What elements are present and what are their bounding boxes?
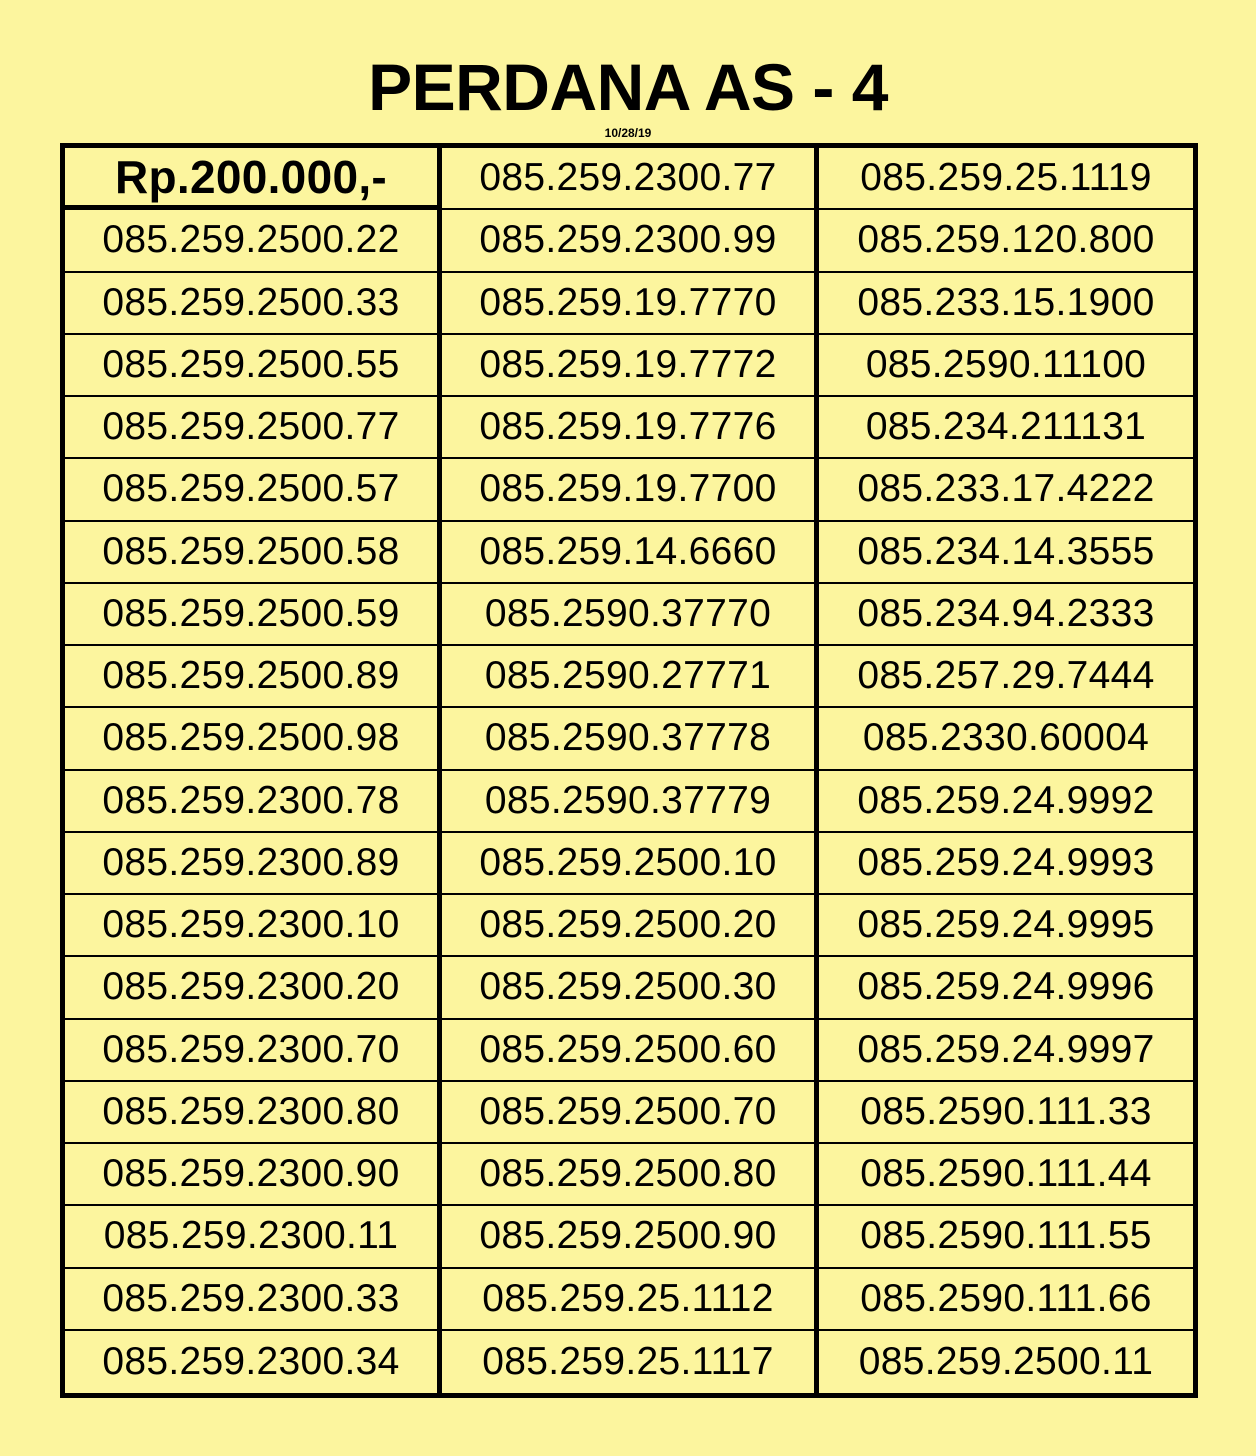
phone-number-cell: 085.257.29.7444 xyxy=(819,646,1193,708)
phone-number-cell: 085.259.25.1119 xyxy=(819,148,1193,210)
phone-number-cell: 085.259.19.7776 xyxy=(442,397,819,459)
phone-number-cell: 085.2590.11100 xyxy=(819,335,1193,397)
phone-number-cell: 085.259.2500.33 xyxy=(65,273,442,335)
phone-number-cell: 085.259.19.7772 xyxy=(442,335,819,397)
phone-number-cell: 085.259.2500.89 xyxy=(65,646,442,708)
phone-number-cell: 085.2590.37778 xyxy=(442,708,819,770)
phone-number-cell: 085.259.2300.11 xyxy=(65,1206,442,1268)
phone-number-cell: 085.259.19.7700 xyxy=(442,459,819,521)
phone-number-cell: 085.259.14.6660 xyxy=(442,522,819,584)
phone-number-cell: 085.259.2500.90 xyxy=(442,1206,819,1268)
phone-number-cell: 085.234.211131 xyxy=(819,397,1193,459)
date-label: 10/28/19 xyxy=(604,126,652,140)
page-title: PERDANA AS - 4 xyxy=(368,50,888,124)
phone-number-cell: 085.2590.111.55 xyxy=(819,1206,1193,1268)
phone-number-cell: 085.259.24.9997 xyxy=(819,1020,1193,1082)
phone-number-cell: 085.259.2500.98 xyxy=(65,708,442,770)
phone-number-cell: 085.259.19.7770 xyxy=(442,273,819,335)
number-table xyxy=(60,143,1198,1398)
phone-number-cell: 085.259.2300.33 xyxy=(65,1269,442,1331)
phone-number-cell: 085.259.2300.90 xyxy=(65,1144,442,1206)
phone-number-cell: 085.259.2500.20 xyxy=(442,895,819,957)
phone-number-cell: 085.259.24.9996 xyxy=(819,957,1193,1019)
price-header: Rp.200.000,- xyxy=(65,148,442,210)
phone-number-cell: 085.259.24.9995 xyxy=(819,895,1193,957)
phone-number-cell: 085.259.2500.60 xyxy=(442,1020,819,1082)
phone-number-cell: 085.259.2500.77 xyxy=(65,397,442,459)
phone-number-cell: 085.259.2500.57 xyxy=(65,459,442,521)
phone-number-cell: 085.259.2500.11 xyxy=(858,1339,1154,1383)
phone-number-cell: 085.259.2500.10 xyxy=(442,833,819,895)
phone-number-cell: 085.259.2500.22 xyxy=(65,210,442,272)
phone-number-cell: 085.233.15.1900 xyxy=(819,273,1193,335)
phone-number-cell: 085.234.14.3555 xyxy=(819,522,1193,584)
phone-number-cell: 085.259.2300.77 xyxy=(442,148,819,210)
phone-number-cell: 085.259.2500.70 xyxy=(442,1082,819,1144)
phone-number-cell: 085.259.2500.55 xyxy=(65,335,442,397)
phone-number-cell: 085.259.2300.70 xyxy=(65,1020,442,1082)
phone-number-cell: 085.2590.111.33 xyxy=(819,1082,1193,1144)
phone-number-cell: 085.2590.37770 xyxy=(442,584,819,646)
phone-number-cell: 085.259.25.1117 xyxy=(442,1331,819,1393)
phone-number-cell: 085.2590.37779 xyxy=(442,771,819,833)
phone-number-cell: 085.234.94.2333 xyxy=(819,584,1193,646)
phone-number-cell: 085.259.24.9993 xyxy=(819,833,1193,895)
phone-number-cell: 085.233.17.4222 xyxy=(819,459,1193,521)
phone-number-cell: 085.259.2500.30 xyxy=(442,957,819,1019)
phone-number-cell: 085.259.2300.89 xyxy=(65,833,442,895)
phone-number-cell: 085.2590.111.44 xyxy=(819,1144,1193,1206)
phone-number-cell: 085.259.120.800 xyxy=(819,210,1193,272)
phone-number-cell: 085.259.2500.80 xyxy=(442,1144,819,1206)
phone-number-cell: 085.259.2300.34 xyxy=(65,1331,442,1393)
phone-number-cell: 085.259.2300.80 xyxy=(65,1082,442,1144)
phone-number-cell: 085.259.25.1112 xyxy=(442,1269,819,1331)
phone-number-cell: 085.2590.27771 xyxy=(442,646,819,708)
phone-number-cell: 085.259.2500.58 xyxy=(65,522,442,584)
phone-number-cell: 085.259.24.9992 xyxy=(819,771,1193,833)
phone-number-cell: 085.259.2300.20 xyxy=(65,957,442,1019)
phone-number-cell: 085.259.2300.10 xyxy=(65,895,442,957)
phone-number-cell: 085.259.2300.99 xyxy=(442,210,819,272)
phone-number-cell: 085.259.2300.78 xyxy=(65,771,442,833)
phone-number-cell: 085.2330.60004 xyxy=(819,708,1193,770)
phone-number-cell: 085.259.2500.59 xyxy=(65,584,442,646)
phone-number-cell: 085.2590.111.66 xyxy=(819,1269,1193,1331)
